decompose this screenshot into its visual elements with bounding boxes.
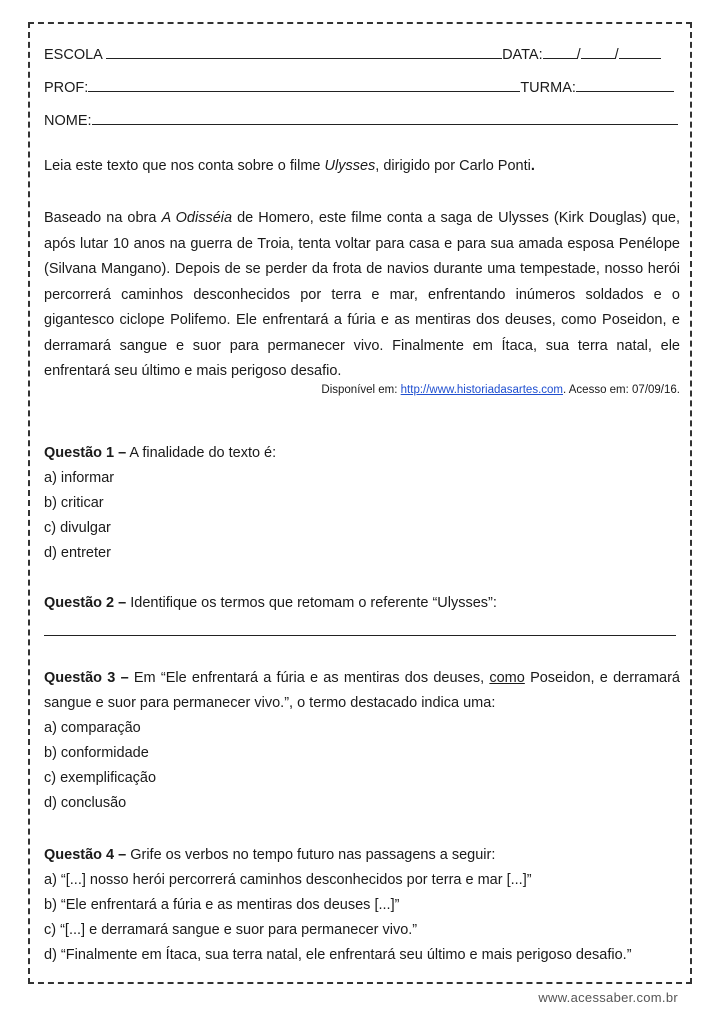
turma-label: TURMA: [520,80,576,96]
nome-line [44,110,678,129]
escola-field[interactable] [106,44,502,59]
question-2-title: Questão 2 – Identifique os termos que retomam o referente “Ulysses”: [44,595,497,611]
data-year-field[interactable] [619,44,661,59]
question-2 [44,591,680,616]
source-link[interactable]: http://www.historiadasartes.com [400,384,563,396]
question-3 [44,666,680,816]
intro-text: Leia este texto que nos conta sobre o filme Ulysses, dirigido por Carlo Ponti. [44,158,535,174]
escola-line [44,44,661,63]
question-4-title: Questão 4 – Grife os verbos no tempo futuro nas passagens a seguir: [44,847,496,863]
source-citation: Disponível em: http://www.historiadasartes.com. Acesso em: 07/09/16. [321,384,680,396]
prof-label: PROF: [44,80,89,96]
prof-field[interactable] [88,77,520,92]
turma-field[interactable] [576,77,674,92]
question-3-option-b[interactable]: b) conformidade [44,745,149,761]
question-3-option-d[interactable]: d) conclusão [44,795,127,811]
prof-line [44,77,674,96]
data-separator: / [576,47,581,63]
question-4-item-a[interactable]: a) “[...] nosso herói percorrerá caminhos desconhecidos por terra e mar [...]” [44,872,532,888]
highlighted-term: como [489,670,525,686]
data-day-field[interactable] [543,44,577,59]
nome-label: NOME: [44,113,92,129]
footer-site: www.acessaber.com.br [538,990,678,1005]
question-3-option-a[interactable]: a) comparação [44,720,141,736]
data-separator: / [614,47,619,63]
question-4-item-c[interactable]: c) “[...] e derramará sangue e suor para permanecer vivo.” [44,922,418,938]
question-2-answer-line[interactable] [44,635,676,636]
film-title: Ulysses [324,158,376,174]
passage-text: Baseado na obra A Odisséia de Homero, este filme conta a saga de Ulysses (Kirk Douglas) que, após lutar 10 anos na guerra de Troia, tenta voltar para casa e para sua amada esposa Penélope (Silvana Mangano). Depois de se perder da frota de navios durante uma tempestade, nosso herói percorrerá caminhos desconhecidos por terra e mar, enfrentando inúmeros soldados e o gigantesco ciclope Polifemo. Ele enfrentará a fúria e as mentiras dos deuses, como Poseidon, e derramará sangue e suor para permanecer vivo. Finalmente em Ítaca, sua terra natal, ele enfrentará seu último e mais perigoso desafio. [44,210,680,379]
work-title: A Odisséia [161,210,233,226]
data-label: DATA: [502,47,543,63]
question-1-option-d[interactable]: d) entreter [44,545,111,561]
question-1-option-c[interactable]: c) divulgar [44,520,111,536]
question-1-option-b[interactable]: b) criticar [44,495,104,511]
question-4-item-b[interactable]: b) “Ele enfrentará a fúria e as mentiras dos deuses [...]” [44,897,400,913]
question-4 [44,843,680,968]
question-3-title: Questão 3 – Em “Ele enfrentará a fúria e as mentiras dos deuses, como Poseidon, e derramará sangue e suor para permanecer vivo.”, o termo destacado indica uma: [44,670,680,711]
question-1-title: Questão 1 – A finalidade do texto é: [44,445,277,461]
escola-label: ESCOLA [44,47,103,63]
question-1 [44,441,680,566]
nome-field[interactable] [92,110,678,125]
data-month-field[interactable] [581,44,615,59]
question-3-option-c[interactable]: c) exemplificação [44,770,157,786]
question-1-option-a[interactable]: a) informar [44,470,115,486]
question-4-item-d[interactable]: d) “Finalmente em Ítaca, sua terra natal, ele enfrentará seu último e mais perigoso desafio.” [44,947,632,963]
